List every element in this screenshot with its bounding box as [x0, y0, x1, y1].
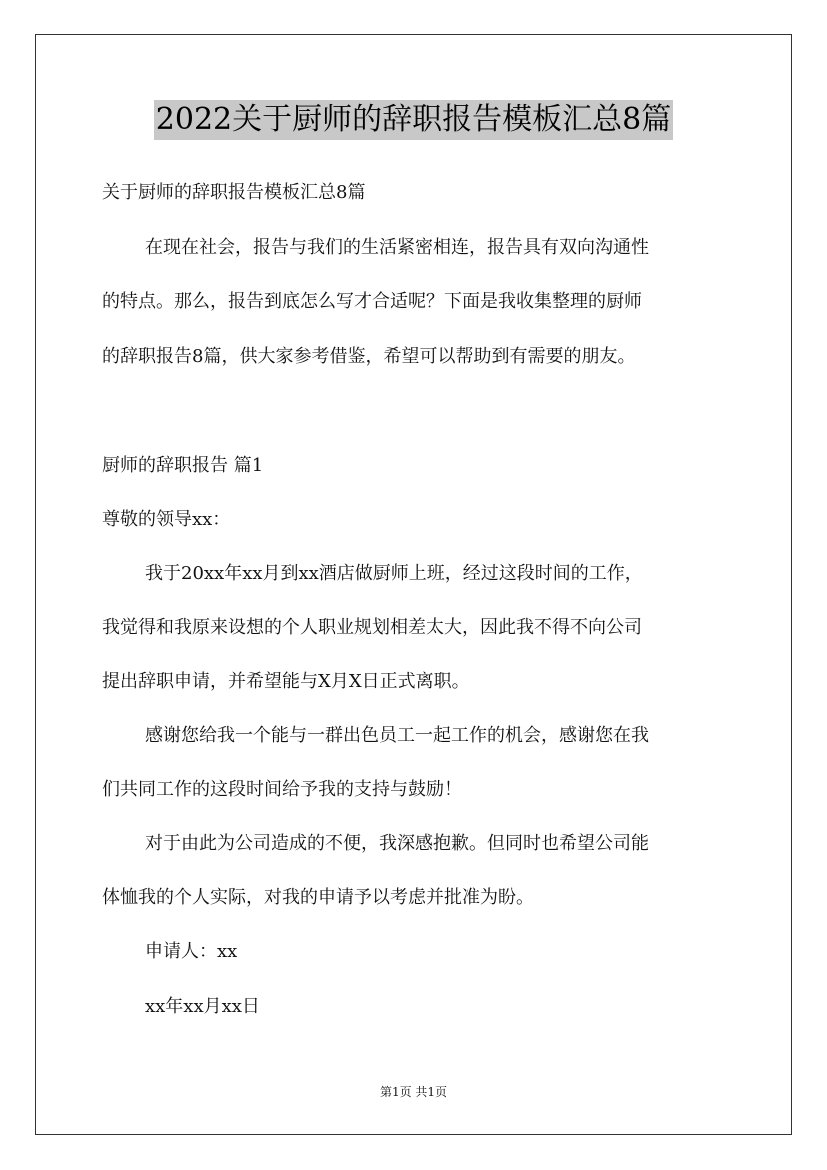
body-line-7: 体恤我的个人实际，对我的申请予以考虑并批准为盼。 [102, 887, 534, 908]
salutation: 尊敬的领导xx： [102, 509, 231, 530]
intro-line-1: 在现在社会，报告与我们的生活紧密相连，报告具有双向沟通性 [145, 237, 649, 258]
document-title: 2022关于厨师的辞职报告模板汇总8篇 [154, 100, 673, 140]
body-line-1: 我于20xx年xx月到xx酒店做厨师上班，经过这段时间的工作， [145, 563, 643, 584]
body-line-6: 对于由此为公司造成的不便，我深感抱歉。但同时也希望公司能 [145, 833, 649, 854]
applicant-line: 申请人：xx [145, 941, 238, 962]
body-line-2: 我觉得和我原来设想的个人职业规划相差太大，因此我不得不向公司 [102, 617, 642, 638]
date-line: xx年xx月xx日 [145, 996, 260, 1017]
intro-line-2: 的特点。那么，报告到底怎么写才合适呢？下面是我收集整理的厨师 [102, 291, 642, 312]
document-subtitle: 关于厨师的辞职报告模板汇总8篇 [102, 182, 366, 203]
body-line-3: 提出辞职申请，并希望能与X月X日正式离职。 [102, 671, 470, 692]
page-footer: 第1页 共1页 [379, 1085, 448, 1099]
body-line-4: 感谢您给我一个能与一群出色员工一起工作的机会，感谢您在我 [145, 725, 649, 746]
title-container [0, 100, 827, 140]
section-heading: 厨师的辞职报告 篇1 [102, 455, 264, 476]
intro-line-3: 的辞职报告8篇，供大家参考借鉴，希望可以帮助到有需要的朋友。 [102, 346, 636, 367]
body-line-5: 们共同工作的这段时间给予我的支持与鼓励！ [102, 779, 462, 800]
